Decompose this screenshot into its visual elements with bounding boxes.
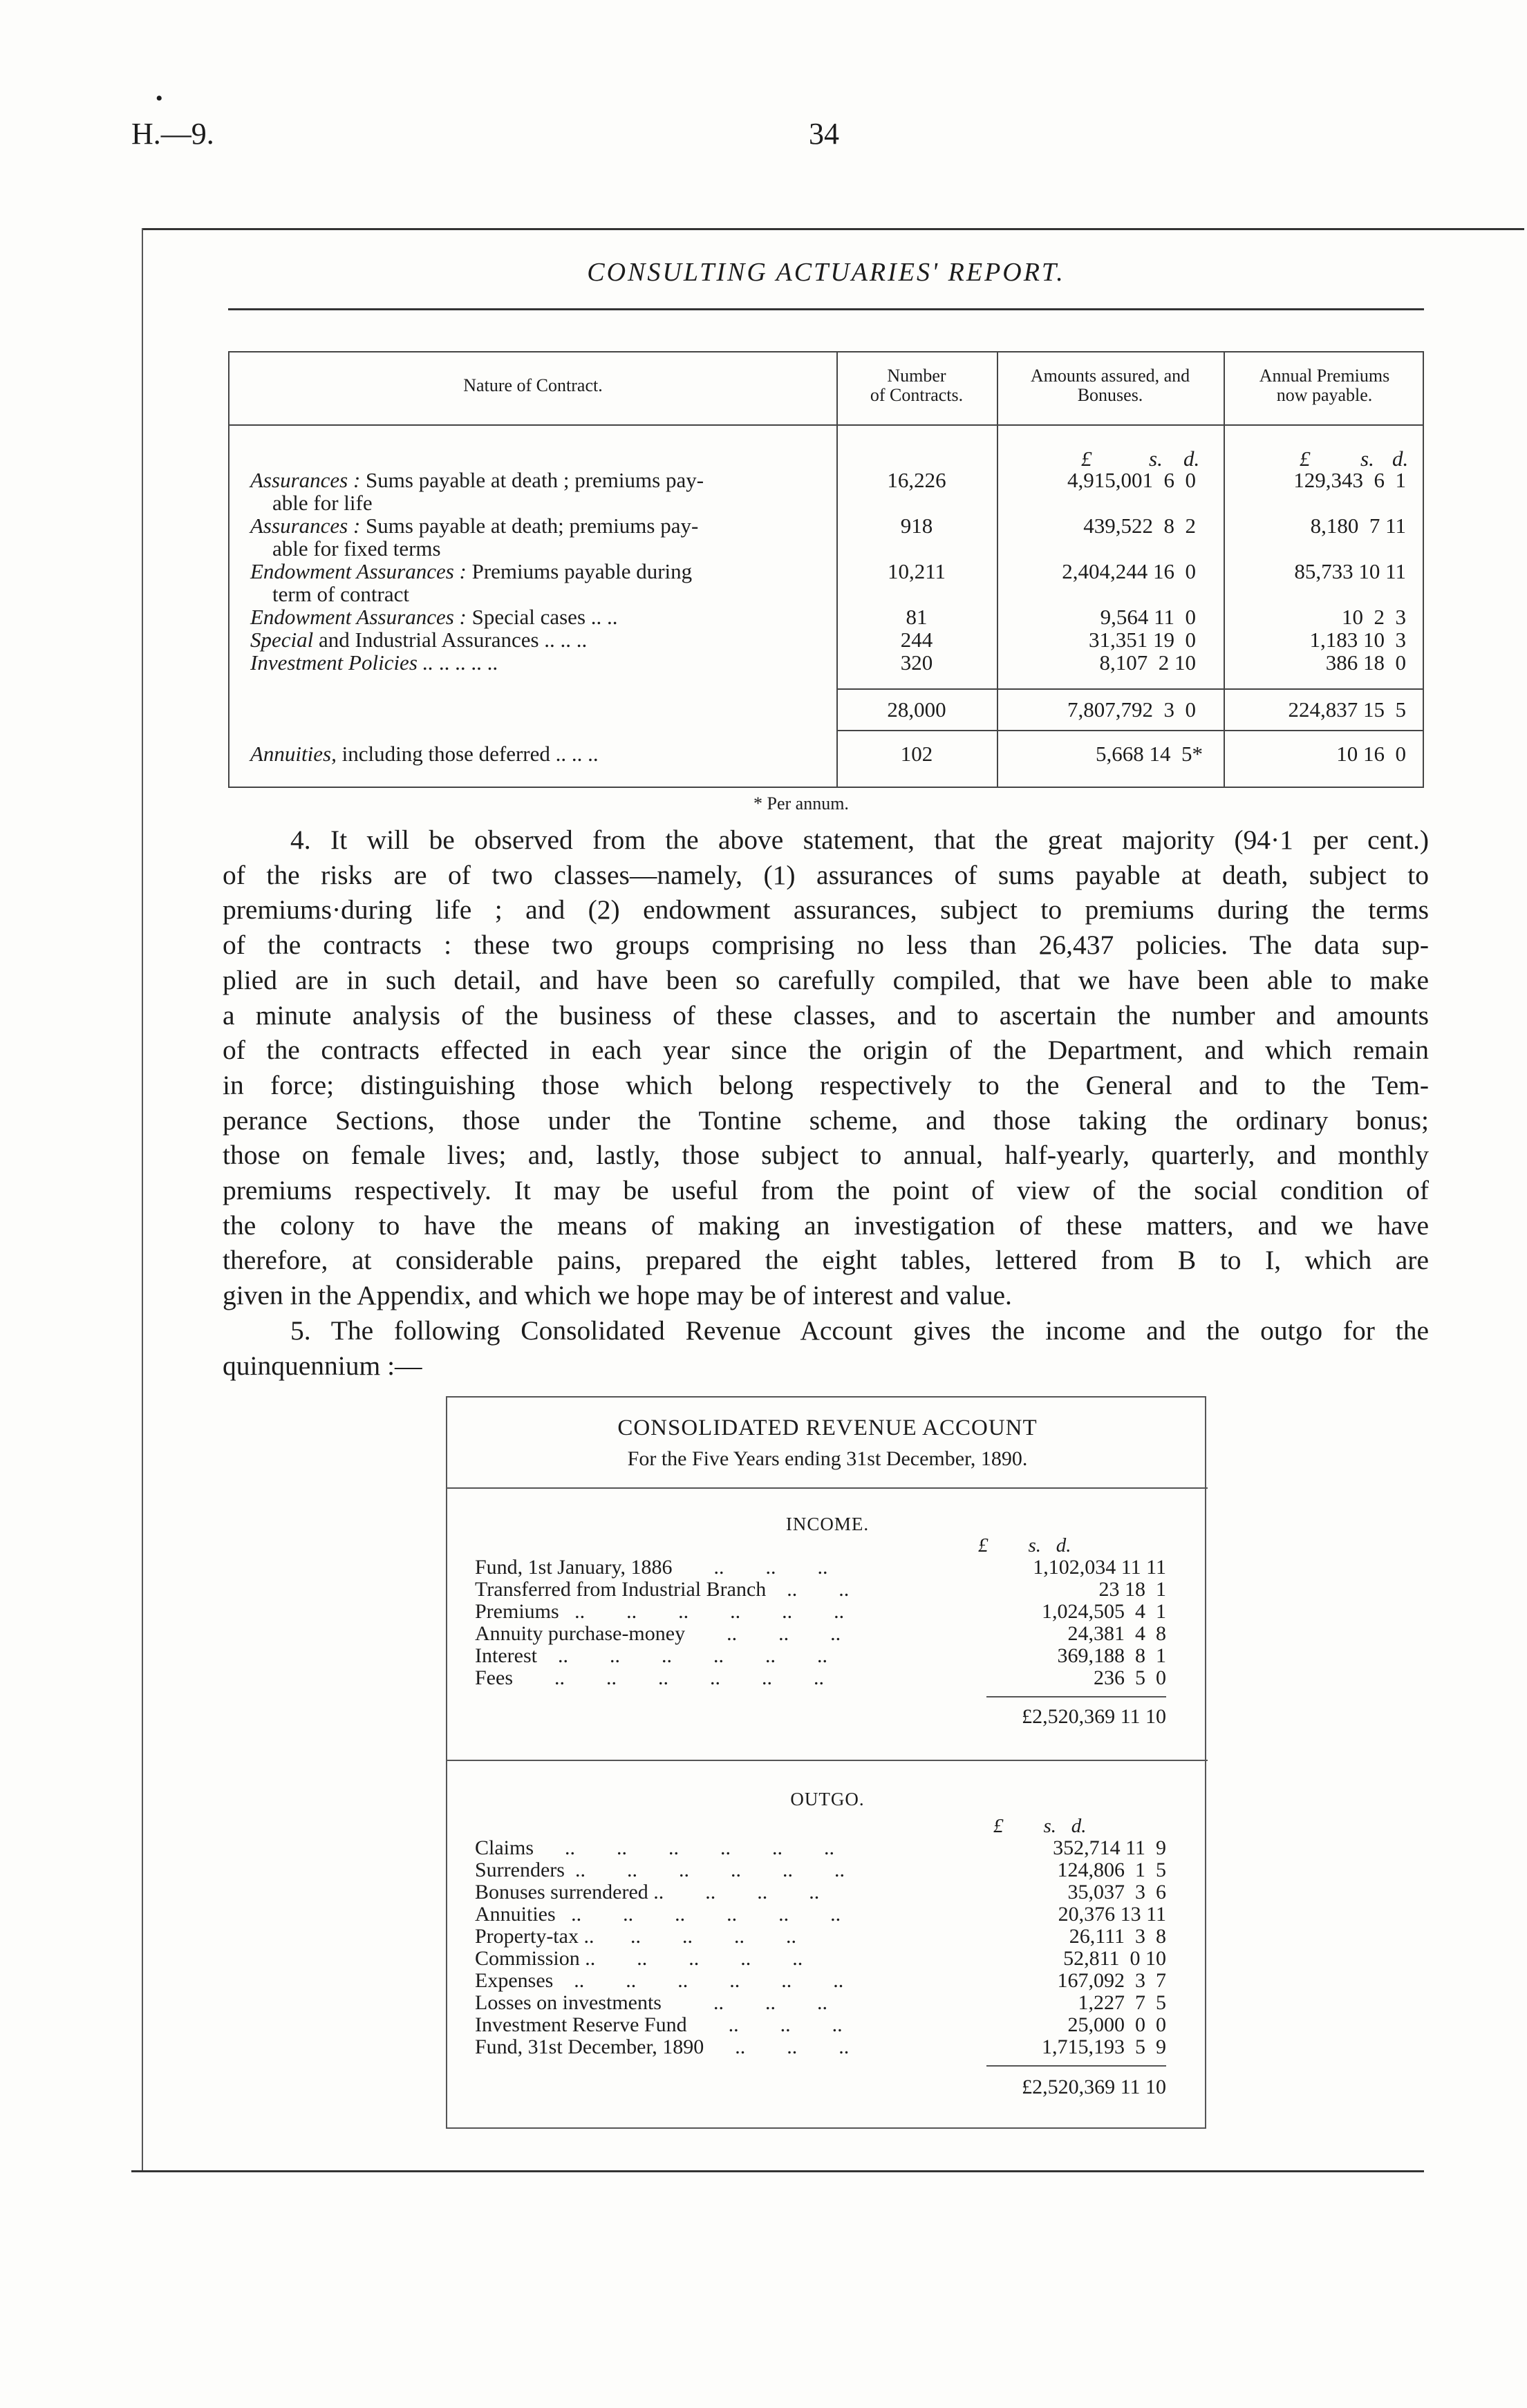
text-line: perance Sections, those under the Tontine scheme, and those taking the ordinary bonus; bbox=[223, 1104, 1429, 1136]
contracts-table: Nature of Contract. Number of Contracts. Amounts assured, and Bonuses. Annual Premiums now payable. £ s. d. £ s. d. Assurances : Sums payable at death ; premiums pay- able for life 16,226 4,915,001 6 0 129,343 6 1 Assurances : Sums payable at death; premiums pay- able for fixed terms 918 439,522 8 2 8,180 7 11 Endowment Assurances : Premiums payable during term of contract 10,211 2,404,244 16 0 85,733 10 11 Endowment Assurances : Special cases .. .. 81 9,564 11 0 10 2 3 Special and Industrial Assurances .. .. .. 244 31,351 19 0 1,183 10 3 Investment Policies .. .. .. .. .. 320 8,107 2 10 386 18 0 28,000 7,807,792 3 0 224,837 15 5 Annuities, including those deferred .. .. .. 102 5,668 14 5* 10 16 0 bbox=[228, 351, 1424, 788]
column-header-number: Number of Contracts. bbox=[870, 366, 964, 405]
text-line: of the contracts effected in each year since the origin of the Department, and which remain bbox=[223, 1035, 1429, 1066]
subtotal-rule bbox=[836, 688, 1423, 690]
revenue-account-box: CONSOLIDATED REVENUE ACCOUNT For the Five Years ending 31st December, 1890. INCOME. £ s. d. Fund, 1st January, 1886 .. .. .. 1,102,034 11 11 Transferred from Industrial Branch .. .. 23 18 1 Premiums .. .. .. .. .. .. 1,024,505 4 1 Annuity purchase-money .. .. .. 24,381 4 8 Interest .. .. .. .. .. .. 369,188 8 1 Fees .. .. .. .. .. .. 236 5 0 £2,520,369 11 10 OUTGO. £ s. d. Claims .. .. .. .. .. .. 352,714 11 9 Surrenders .. .. .. .. .. .. 124,806 1 5 Bonuses surrendered .. .. .. .. 35,037 3 6 Annuities .. .. .. .. .. .. 20,376 13 11 Property-tax .. .. .. .. .. 26,111 3 8 Commission .. .. .. .. .. 52,811 0 10 Expenses .. .. .. .. .. .. 167,092 3 7 Losses on investments .. .. .. 1,227 7 5 Investment Reserve Fund .. .. .. 25,000 0 0 Fund, 31st December, 1890 .. .. .. 1,715,193 5 9 £2,520,369 11 10 bbox=[446, 1396, 1206, 2129]
text-line: quinquennium :— bbox=[223, 1350, 422, 1381]
unit-shilling: s. bbox=[1149, 446, 1163, 471]
column-header-amounts: Amounts assured, and Bonuses. bbox=[1030, 366, 1190, 405]
page-number: 34 bbox=[809, 117, 839, 151]
unit-pence: d. bbox=[1392, 446, 1409, 471]
title-rule bbox=[228, 308, 1424, 310]
text-line: the colony to have the means of making an investigation of these matters, and we have bbox=[223, 1210, 1429, 1241]
column-header-nature: Nature of Contract. bbox=[463, 375, 603, 395]
unit-shilling: s. bbox=[1360, 446, 1374, 471]
frame-top-rule bbox=[142, 228, 1524, 230]
margin-mark: • bbox=[156, 87, 163, 110]
unit-pound: £ bbox=[1081, 446, 1092, 471]
income-total-rule bbox=[986, 1696, 1166, 1697]
frame-bottom-rule bbox=[131, 2170, 1424, 2172]
income-heading: INCOME. bbox=[785, 1514, 870, 1534]
account-rule bbox=[447, 1760, 1208, 1761]
column-header-premiums: Annual Premiums now payable. bbox=[1259, 366, 1390, 405]
text-line: plied are in such detail, and have been so carefully compiled, that we have been able to make bbox=[223, 964, 1429, 995]
report-title: CONSULTING ACTUARIES' REPORT. bbox=[587, 258, 1065, 287]
subtotal-bottom-rule bbox=[836, 730, 1423, 731]
account-title: CONSOLIDATED REVENUE ACCOUNT bbox=[617, 1415, 1038, 1440]
currency-units: £ s. d. bbox=[978, 1534, 1071, 1556]
currency-units: £ s. d. bbox=[993, 1815, 1087, 1837]
text-line: of the risks are of two classes—namely, (1) assurances of sums payable at death, subject to bbox=[223, 859, 1429, 890]
text-line: of the contracts : these two groups comprising no less than 26,437 policies. The data sup- bbox=[223, 930, 1429, 961]
text-line: 5. The following Consolidated Revenue Account gives the income and the outgo for the bbox=[290, 1315, 1429, 1346]
account-rule bbox=[447, 1487, 1208, 1489]
text-line: in force; distinguishing those which belong respectively to the General and to the Tem- bbox=[223, 1069, 1429, 1100]
document-reference: H.—9. bbox=[131, 117, 214, 151]
header-rule bbox=[229, 424, 1423, 426]
unit-pence: d. bbox=[1183, 446, 1200, 471]
unit-pound: £ bbox=[1300, 446, 1311, 471]
frame-left-rule bbox=[142, 228, 143, 2170]
outgo-heading: OUTGO. bbox=[790, 1789, 865, 1809]
table-footnote: * Per annum. bbox=[753, 793, 849, 813]
text-line: therefore, at considerable pains, prepared the eight tables, lettered from B to I, which are bbox=[223, 1245, 1429, 1276]
text-line: given in the Appendix, and which we hope may be of interest and value. bbox=[223, 1280, 1012, 1311]
text-line: premiums·during life ; and (2) endowment assurances, subject to premiums during the terms bbox=[223, 894, 1429, 925]
paragraph-4 bbox=[223, 822, 1429, 1383]
outgo-total-rule bbox=[986, 2065, 1166, 2067]
account-subtitle: For the Five Years ending 31st December, 1890. bbox=[627, 1447, 1028, 1470]
text-line: 4. It will be observed from the above statement, that the great majority (94·1 per cent.) bbox=[290, 825, 1429, 855]
text-line: premiums respectively. It may be useful from the point of view of the social condition of bbox=[223, 1175, 1429, 1206]
text-line: a minute analysis of the business of these classes, and to ascertain the number and amounts bbox=[223, 999, 1429, 1031]
text-line: those on female lives; and, lastly, those subject to annual, half-yearly, quarterly, and monthly bbox=[223, 1140, 1429, 1171]
